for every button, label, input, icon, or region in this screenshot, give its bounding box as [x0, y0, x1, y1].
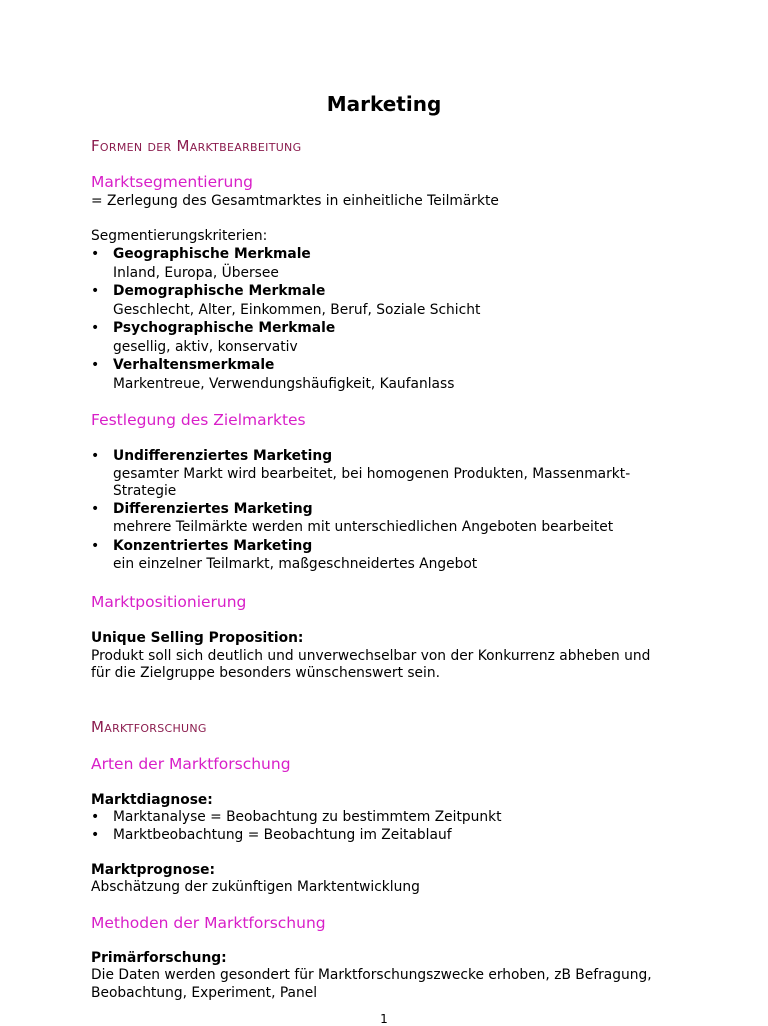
segmentation-criteria-list — [91, 245, 480, 393]
list-item — [91, 447, 671, 500]
list-item: • Marktbeobachtung = Beobachtung im Zeitablauf — [91, 826, 502, 844]
strategy-name: • Konzentriertes Marketing — [113, 537, 313, 554]
prognose-text: Abschätzung der zukünftigen Marktentwicklung — [91, 879, 420, 895]
subheading-marktpositionierung: Marktpositionierung — [91, 593, 247, 611]
criterion-desc: Inland, Europa, Übersee — [113, 264, 279, 281]
strategy-desc: gesamter Markt wird bearbeitet, bei homogenen Produkten, Massenmarkt-Strategie — [113, 465, 631, 499]
criterion-desc: gesellig, aktiv, konservativ — [113, 338, 298, 355]
target-market-list — [91, 447, 671, 574]
definition-text: = Zerlegung des Gesamtmarktes in einheitliche Teilmärkte — [91, 193, 499, 209]
primaer-text-line-2: Beobachtung, Experiment, Panel — [91, 985, 318, 1001]
list-item: • Marktanalyse = Beobachtung zu bestimmtem Zeitpunkt — [91, 808, 502, 826]
diagnose-label: Marktdiagnose: — [91, 792, 213, 808]
primaer-text-line-1: Die Daten werden gesondert für Marktforschungszwecke erhoben, zB Befragung, — [91, 967, 652, 983]
list-item — [91, 282, 480, 319]
strategy-desc: ein einzelner Teilmarkt, maßgeschneidertes Angebot — [113, 556, 478, 572]
criterion-name: • Geographische Merkmale — [113, 246, 311, 262]
criterion-name: • Psychographische Merkmale — [113, 320, 336, 336]
subheading-zielmarkt: Festlegung des Zielmarktes — [91, 411, 306, 429]
section-heading-marktforschung: Marktforschung — [91, 718, 207, 736]
list-item — [91, 319, 480, 356]
criterion-name: • Demographische Merkmale — [113, 283, 326, 299]
section-heading-formen: Formen der Marktbearbeitung — [91, 137, 302, 155]
list-item — [91, 245, 480, 282]
usp-label: Unique Selling Proposition: — [91, 630, 304, 646]
diagnose-list — [91, 808, 502, 844]
subheading-methoden: Methoden der Marktforschung — [91, 914, 326, 932]
list-item — [91, 500, 671, 537]
list-item — [91, 356, 480, 393]
subheading-arten: Arten der Marktforschung — [91, 755, 291, 773]
strategy-name: • Differenziertes Marketing — [113, 500, 313, 517]
strategy-desc: mehrere Teilmärkte werden mit unterschiedlichen Angeboten bearbeitet — [113, 519, 614, 535]
page-number: 1 — [380, 1012, 388, 1026]
criterion-name: • Verhaltensmerkmale — [113, 357, 275, 373]
usp-text-line-1: Produkt soll sich deutlich und unverwechselbar von der Konkurrenz abheben und — [91, 648, 651, 664]
list-item — [91, 537, 671, 574]
criterion-desc: Markentreue, Verwendungshäufigkeit, Kaufanlass — [113, 375, 455, 392]
subheading-marktsegmentierung: Marktsegmentierung — [91, 173, 253, 191]
strategy-name: • Undifferenziertes Marketing — [113, 448, 333, 464]
criteria-label: Segmentierungskriterien: — [91, 228, 268, 244]
page-title: Marketing — [326, 92, 442, 116]
usp-text-line-2: für die Zielgruppe besonders wünschenswert sein. — [91, 665, 440, 681]
primaer-label: Primärforschung: — [91, 950, 227, 966]
criterion-desc: Geschlecht, Alter, Einkommen, Beruf, Soziale Schicht — [113, 301, 481, 318]
prognose-label: Marktprognose: — [91, 862, 216, 878]
